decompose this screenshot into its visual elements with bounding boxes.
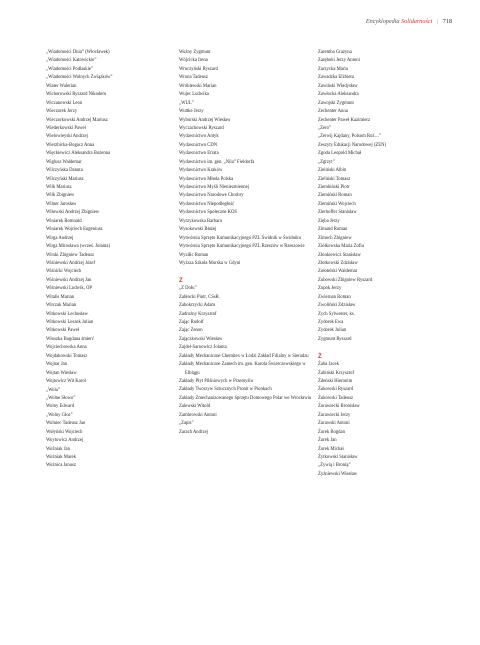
section-gap: [179, 268, 314, 276]
index-entry: Zieliński Albin: [318, 168, 347, 174]
index-entry: Zarach Andrzej: [179, 429, 209, 435]
index-entry: „Wolny Głos”: [46, 412, 73, 418]
index-entry: Wyższa Szkoła Morska w Gdyni: [179, 260, 241, 266]
index-entry: Woźniak Marek: [46, 455, 76, 460]
index-entry: „Wiadomości Podlaskie”: [46, 66, 94, 72]
index-entry: Wydawnictwo im. gen. „Nila” Fieldorfa: [179, 159, 255, 165]
index-entry: „Zgrzyt”: [318, 159, 335, 165]
header-title: Encyklopedia: [365, 18, 400, 25]
index-column-3: [318, 49, 443, 479]
index-entry: Wyziłic Roman: [179, 252, 209, 258]
index-entry: Zalewski Witold: [179, 404, 211, 410]
index-entry: Żurek Jan: [318, 438, 337, 444]
index-entry: Zgoda Leopold Michał: [318, 151, 362, 157]
index-entry: Wydawnictwo Młoda Polska: [179, 176, 234, 182]
index-column-2: [179, 49, 314, 437]
index-entry: Woytowicz Andrzej: [46, 438, 84, 444]
index-entry: Zechenter Paweł Kazimierz: [318, 117, 371, 123]
index-entry: Żdeński Hieronim: [318, 379, 353, 385]
index-entry: Witkowski Paweł: [46, 328, 80, 334]
index-entry: Woźnica Janusz: [46, 463, 76, 469]
index-entry: Wolny Edward: [46, 404, 75, 410]
index-entry: Winiarek Romuald: [46, 218, 82, 224]
section-gap: [318, 344, 443, 352]
index-entry: „Z Dołu”: [179, 286, 197, 292]
index-entry: Żyźniewski Wiesław: [318, 471, 358, 477]
index-entry: Wilczyński Mariusz: [46, 176, 84, 182]
index-entry: Wiśniewski Ludwik, OP: [46, 286, 93, 292]
index-entry: Witkowski Lechosław: [46, 311, 88, 317]
index-entry: Zieliński Tomasz: [318, 176, 351, 182]
index-entry: Wydawnictwo Społeczne KOS: [179, 210, 238, 216]
index-entry: Witalis Marian: [46, 294, 75, 300]
index-entry: Ziemiński Roman: [318, 193, 352, 199]
index-entry: Winiarek Wojciech Eugeniusz: [46, 227, 103, 233]
index-entry: Wyrzykowska Barbara: [179, 218, 222, 224]
index-entry: Wiśniewski Andrzej Jan: [46, 277, 92, 283]
index-entry: Wiater Walerian: [46, 83, 77, 89]
index-entry: „Wiadomości Wolnych Związków”: [46, 75, 113, 81]
index-entry: Witkowski Leszek Julian: [46, 320, 94, 325]
running-header: [366, 18, 452, 25]
index-entry: „Wola”: [46, 387, 60, 393]
index-column-1: [46, 49, 170, 471]
index-entry: Zwiernan Roman: [318, 294, 351, 300]
index-entry: „Żywią i Bronią”: [318, 463, 351, 469]
index-entry: Wroczyński Ryszard: [179, 66, 218, 72]
index-entry: Wydawnictwo Antyk: [179, 134, 219, 140]
index-entry: Wróblewski Marian: [179, 83, 217, 89]
index-entry: Wojciechowska Anna: [46, 345, 87, 351]
index-entry: Zięba Jerzy: [318, 218, 340, 224]
index-entry: Wielowieyski Andrzej: [46, 134, 88, 140]
index-entry: Złonkiewicz Stanisław: [318, 252, 361, 258]
index-entry: Więckiewicz Aleksandra Bożenna: [46, 151, 111, 157]
index-entry: Żukowski Ryszard: [318, 387, 354, 393]
index-entry: Zawłocka Aleksandra: [318, 92, 359, 98]
index-entry: „Wiadomości Dnia” (Włocławek): [46, 50, 110, 55]
index-entry: Zych Sylwester, ks.: [318, 311, 355, 317]
index-entry: „Zerwij Kajdany, Polsom Roż…”: [318, 134, 382, 140]
index-entry: Wydawnictwo CDN: [179, 142, 218, 148]
index-entry: Zakłady Mechaniczne Zamech im. gen. Karola Świerczewskiego w Elblągu: [179, 362, 306, 376]
index-entry: Wojtan Wiesław: [46, 370, 77, 376]
index-entry: „Zero”: [318, 125, 332, 131]
index-entry: Zydorek Ewa: [318, 320, 344, 325]
index-entry: Wirski Zbigniew Tadeusz: [46, 252, 95, 258]
index-entry: Wirga Mirosława (wcześ. Jolanta): [46, 244, 111, 250]
index-entry: Zołotelski Waldemar: [318, 269, 358, 275]
index-entry: Zakłady Tworzyw Sztucznych Pronit w Pionkach: [179, 387, 272, 393]
index-entry: Wydawnictwo Niepodległość: [179, 201, 235, 207]
index-entry: Wiśnicki Wojciech: [46, 269, 82, 275]
index-entry: Zabokrzycki Adam: [179, 303, 216, 309]
index-entry: Witczak Marian: [46, 303, 77, 309]
index-entry: Ziółkowska Maria Zofia: [318, 244, 364, 250]
index-entry: Włoszka Bogdana śmierć: [46, 336, 94, 342]
index-entry: „Wolne Słowo”: [46, 395, 76, 401]
index-entry: Wuttke Jerzy: [179, 109, 204, 115]
index-entry: Woźniak Jan: [46, 446, 70, 452]
index-entry: Wiłowski Andrzej Zbigniew: [46, 210, 100, 216]
header-separator: |: [436, 18, 439, 25]
index-entry: Żurawiecki Bronisław: [318, 404, 360, 410]
index-entry: Zeszyty Edukacji Narodowej (ZEN): [318, 142, 387, 148]
index-entry: Zajączkowski Wiesław: [179, 336, 223, 342]
index-entry: Zawadzka Elżbieta: [318, 75, 354, 81]
index-entry: Wichorowski Ryszard Nikodem: [46, 92, 107, 98]
index-entry: Zupok Jerzy: [318, 286, 342, 292]
index-entry: Zambrowski Antoni: [179, 412, 217, 418]
index-entry: Zaręboki Jerzy Antoni: [318, 58, 360, 64]
index-entry: Żurawski Antoni: [318, 421, 350, 427]
index-entry: Wilk Mariusz: [46, 185, 72, 190]
index-entry: Ziemiński Wojciech: [318, 201, 356, 207]
index-entry: Wilner Jarosław: [46, 201, 77, 207]
index-entry: Wieczorek Jerzy: [46, 109, 78, 115]
index-entry: Zygmunt Ryszard: [318, 336, 352, 342]
index-entry: Wrona Tadeusz: [179, 75, 208, 81]
section-letter: Z: [179, 277, 183, 284]
index-entry: Wiśniewski Andrzej Józef: [46, 260, 96, 266]
index-entry: Wiczanowski Leon: [46, 100, 83, 106]
index-entry: Zawiński Władysław: [318, 83, 358, 89]
index-entry: Wirga Andrzej: [46, 235, 74, 241]
index-entry: Wydawnictwo Narodowe Chrobry: [179, 193, 244, 199]
index-entry: Wojnar Jan: [46, 362, 68, 368]
index-entry: Wysokowski Błażej: [179, 227, 217, 233]
index-entry: Zarzycka Maria: [318, 66, 348, 72]
index-entry: Żaba Jacek: [318, 362, 339, 368]
index-entry: Wydawnictwo Kraków: [179, 168, 223, 174]
index-entry: Żytkowski Stanisław: [318, 454, 358, 460]
section-letter: Ż: [318, 353, 322, 360]
index-entry: Zwoliński Zdzisław: [318, 303, 356, 309]
index-entry: Zakłady Mechaniczne Chemitex w Łodzi Zakład Filialny w Sieradzu: [179, 353, 309, 359]
index-entry: Wołyński Wojciech: [46, 429, 83, 435]
index-entry: Wiglusz Waldemar: [46, 159, 82, 165]
index-entry: Wytwórnia Sprzętu Komunikacyjnego PZL Świdnik w Świdniku: [179, 235, 301, 241]
index-entry: Zawojski Zygmunt: [318, 100, 354, 106]
page-number: 718: [442, 18, 452, 25]
index-entry: Wolniec Tadeusz Jan: [46, 421, 86, 427]
index-entry: Wyborski Andrzej Wiesław: [179, 117, 231, 123]
index-entry: „Zapis”: [179, 421, 194, 427]
index-entry: Wilk Zbigniew: [46, 193, 75, 199]
index-entry: Żurek Bogdan: [318, 429, 345, 435]
index-entry: Zakłady Płyt Pilśniowych w Przemyślu: [179, 379, 253, 385]
index-entry: Wojtowicz Wit Karol: [46, 379, 86, 385]
index-entry: Wydawnictwo Errata: [179, 151, 219, 157]
index-entry: Zimoch Zbigniew: [318, 235, 352, 241]
index-entry: Zimand Roman: [318, 227, 348, 233]
index-entry: Wojdakowski Tomasz: [46, 353, 88, 359]
index-entry: Zając Rudolf: [179, 319, 204, 325]
index-entry: Zadrożny Krzysztof: [179, 311, 217, 317]
index-entry: Wierzbicka-Bogacz Anna: [46, 142, 95, 148]
index-entry: Żukowski Tadeusz: [318, 395, 354, 401]
index-entry: Wieczorkowski Andrzej Mariusz: [46, 117, 108, 123]
index-entry: Wiederkowski Paweł: [46, 125, 86, 131]
index-entry: Zubowski Zbigniew Ryszard: [318, 277, 373, 283]
index-entry: Żabiński Krzysztof: [318, 370, 355, 376]
index-entry: Zabłocki Piotr, CSsR.: [179, 294, 220, 300]
index-entry: Zając Zenon: [179, 328, 203, 334]
index-entry: Wójcicka Irena: [179, 58, 208, 64]
index-entry: Ziembiński Piotr: [318, 185, 350, 190]
index-entry: Zierhoffer Stanisław: [318, 210, 357, 216]
index-entry: Woźny Zygmunt: [179, 50, 211, 55]
header-title-accent: Solidarności: [401, 18, 433, 25]
index-entry: „WUL”: [179, 100, 194, 106]
index-entry: Zajdel-Sarnowicz Jolanta: [179, 345, 227, 351]
index-entry: Wytwórnia Sprzętu Komunikacyjnego PZL Rzeszów w Rzeszowie: [179, 244, 305, 250]
index-entry: Wilczyńska Danuta: [46, 168, 83, 174]
index-entry: Żurek Michał: [318, 446, 344, 452]
index-entry: „Wiadomości Katowickie”: [46, 58, 97, 64]
index-entry: Wyczachowski Ryszard: [179, 125, 224, 131]
index-entry: Zaremba Grażyna: [318, 50, 352, 55]
index-entry: Zakłady Zmechanizowanego Sprzętu Domowego Polar we Wrocławiu: [179, 395, 312, 401]
index-entry: Zechenter Anna: [318, 109, 348, 115]
index-entry: Zydorek Julian: [318, 328, 347, 334]
index-entry: Żurawiecki Jerzy: [318, 412, 351, 418]
index-entry: Wujec Ludwika: [179, 92, 209, 98]
index-entry: Złotkowski Zdzisław: [318, 260, 358, 266]
index-entry: Wydawnictwo Myśli Nieniezmiennej: [179, 185, 250, 190]
